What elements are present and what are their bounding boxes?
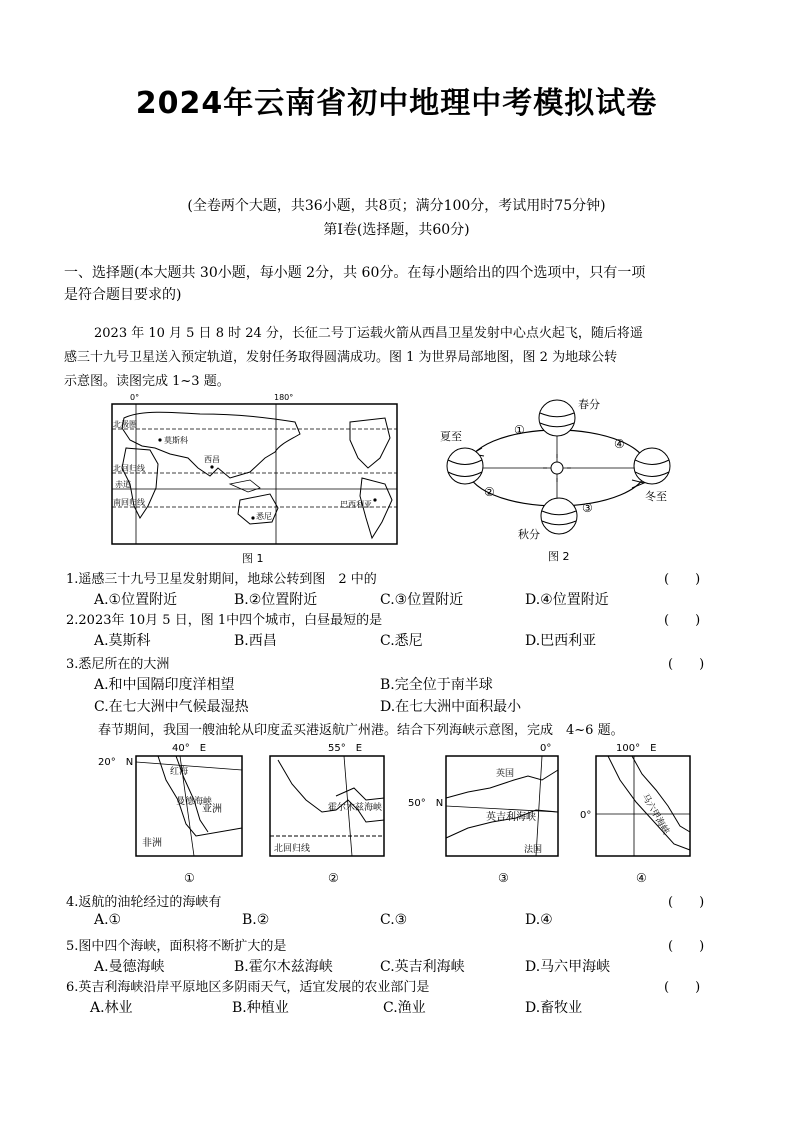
strait3-label-britain: 英国: [496, 769, 515, 779]
sun-icon: [551, 462, 563, 474]
q5-option-d[interactable]: D.马六甲海峡: [525, 959, 611, 975]
earth-autumn: [541, 498, 577, 534]
question-6-answer-blank[interactable]: ( ): [664, 980, 701, 995]
strait1-label-asia: 亚洲: [202, 804, 222, 815]
q6-option-c[interactable]: C.渔业: [383, 1000, 426, 1016]
question-4-stem: 4.返航的油轮经过的海峡有: [66, 895, 222, 910]
volume-heading: 第Ⅰ卷(选择题，共60分): [323, 222, 470, 238]
strait1-coord-left: 20° N: [98, 757, 134, 768]
position-1-label: ①: [514, 423, 525, 437]
q1-option-b[interactable]: B.②位置附近: [234, 592, 318, 608]
figure2-caption: 图 2: [548, 550, 570, 563]
passage2: 春节期间，我国一艘油轮从印度孟买港返航广州港。结合下列海峡示意图，完成 4~6 题。: [98, 723, 624, 738]
strait4-label-malacca: 马六甲海峡: [639, 792, 671, 837]
passage1-line2: 感三十九号卫星送入预定轨道，发射任务取得圆满成功。图 1 为世界局部地图，图 2 为地球公转: [64, 350, 618, 365]
season-winter-label: 冬至: [645, 490, 667, 503]
section-heading-line2: 是符合题目要求的): [64, 287, 182, 303]
passage1-line3: 示意图。读图完成 1~3 题。: [64, 374, 230, 389]
season-summer-label: 夏至: [440, 430, 462, 443]
question-2-stem: 2.2023年 10月 5 日，图 1中四个城市，白昼最短的是: [66, 613, 383, 628]
strait2-label-hormuz: 霍尔木兹海峡: [328, 803, 383, 813]
city-moscow-label: 莫斯科: [164, 436, 188, 445]
strait1-label-africa: 非洲: [142, 838, 162, 849]
strait4-coord-left: 0°: [580, 810, 592, 821]
q3-option-c[interactable]: C.在七大洲中气候最湿热: [94, 699, 249, 715]
lat-tropic-cancer-label: 北回归线: [113, 464, 145, 473]
q5-option-c[interactable]: C.英吉利海峡: [380, 959, 465, 975]
q6-option-d[interactable]: D.畜牧业: [525, 1000, 583, 1016]
q3-option-a[interactable]: A.和中国隔印度洋相望: [94, 677, 235, 693]
question-2-answer-blank[interactable]: ( ): [664, 613, 701, 628]
strait3-label-france: 法国: [524, 845, 543, 855]
q4-option-c[interactable]: C.③: [380, 912, 408, 928]
strait3-coord-left: 50° N: [408, 798, 444, 809]
question-5-answer-blank[interactable]: ( ): [668, 939, 705, 954]
straits-maps: [96, 740, 696, 890]
q3-option-b[interactable]: B.完全位于南半球: [380, 677, 493, 693]
q6-option-a[interactable]: A.林业: [90, 1000, 133, 1016]
q6-option-b[interactable]: B.种植业: [232, 1000, 289, 1016]
city-xichang-label: 西昌: [204, 455, 220, 464]
city-sydney-label: 悉尼: [256, 512, 272, 521]
strait3-label-channel: 英吉利海峡: [486, 812, 536, 823]
question-5-stem: 5.图中四个海峡，面积将不断扩大的是: [66, 939, 287, 954]
q5-option-b[interactable]: B.霍尔木兹海峡: [234, 959, 333, 975]
passage1-line1: 2023 年 10 月 5 日 8 时 24 分，长征二号丁运载火箭从西昌卫星发射中心点火起飞，随后将遥: [94, 326, 643, 341]
q2-option-b[interactable]: B.西昌: [234, 633, 277, 649]
q4-option-a[interactable]: A.①: [94, 912, 122, 928]
sydney-marker: [251, 516, 254, 519]
question-4-answer-blank[interactable]: ( ): [668, 895, 705, 910]
xichang-marker: [210, 465, 213, 468]
strait1-number: ①: [184, 871, 195, 885]
question-6-stem: 6.英吉利海峡沿岸平原地区多阴雨天气，适宜发展的农业部门是: [66, 980, 430, 995]
q4-option-d[interactable]: D.④: [525, 912, 553, 928]
brasilia-marker: [373, 498, 376, 501]
strait1-label-redsea: 红海: [170, 767, 189, 777]
exam-info: (全卷两个大题，共36小题，共8页；满分100分，考试用时75分钟): [187, 198, 606, 214]
question-1-answer-blank[interactable]: ( ): [664, 572, 701, 587]
strait3-coord-top: 0°: [540, 743, 552, 754]
strait1-label-mandeb: 曼德海峡: [176, 797, 213, 807]
strait2-number: ②: [328, 871, 339, 885]
figure1-caption: 图 1: [242, 552, 264, 565]
earth-summer: [447, 448, 483, 484]
question-3-stem: 3.悉尼所在的大洲: [66, 657, 170, 672]
figure1-world-map: [100, 388, 405, 568]
lat-equator-label: 赤道: [115, 480, 131, 489]
strait2-label-tropic: 北回归线: [274, 844, 311, 854]
strait4-number: ④: [636, 871, 647, 885]
city-brasilia-label: 巴西利亚: [340, 500, 372, 509]
q1-option-a[interactable]: A.①位置附近: [94, 592, 178, 608]
page-title: 2024年云南省初中地理中考模拟试卷: [135, 86, 658, 121]
strait2-coord-top: 55° E: [328, 743, 363, 754]
position-3-label: ③: [582, 501, 593, 515]
q4-option-b[interactable]: B.②: [242, 912, 270, 928]
q2-option-d[interactable]: D.巴西利亚: [525, 633, 597, 649]
q1-option-d[interactable]: D.④位置附近: [525, 592, 609, 608]
earth-winter: [634, 448, 670, 484]
strait3-number: ③: [498, 871, 509, 885]
strait4-coord-top: 100° E: [616, 743, 657, 754]
lat-tropic-capricorn-label: 南回归线: [113, 498, 145, 507]
section-heading-line1: 一、选择题(本大题共 30小题，每小题 2分，共 60分。在每小题给出的四个选项中，只有一项: [64, 265, 646, 281]
position-2-label: ②: [484, 485, 495, 499]
q5-option-a[interactable]: A.曼德海峡: [94, 959, 165, 975]
q1-option-c[interactable]: C.③位置附近: [380, 592, 464, 608]
q2-option-a[interactable]: A.莫斯科: [94, 633, 151, 649]
q3-option-d[interactable]: D.在七大洲中面积最小: [380, 699, 522, 715]
moscow-marker: [158, 438, 161, 441]
question-3-answer-blank[interactable]: ( ): [668, 657, 705, 672]
strait1-coord-top: 40° E: [172, 743, 207, 754]
earth-spring: [539, 400, 575, 436]
question-1-stem: 1.遥感三十九号卫星发射期间，地球公转到图 2 中的: [66, 572, 377, 587]
lat-arctic-label: 北极圈: [113, 420, 137, 429]
q2-option-c[interactable]: C.悉尼: [380, 633, 423, 649]
meridian-0-label: 0°: [130, 393, 140, 402]
meridian-180-label: 180°: [274, 393, 294, 402]
position-4-label: ④: [614, 437, 625, 451]
season-spring-label: 春分: [578, 398, 600, 411]
season-autumn-label: 秋分: [518, 528, 540, 541]
figure2-revolution-diagram: [432, 388, 692, 568]
